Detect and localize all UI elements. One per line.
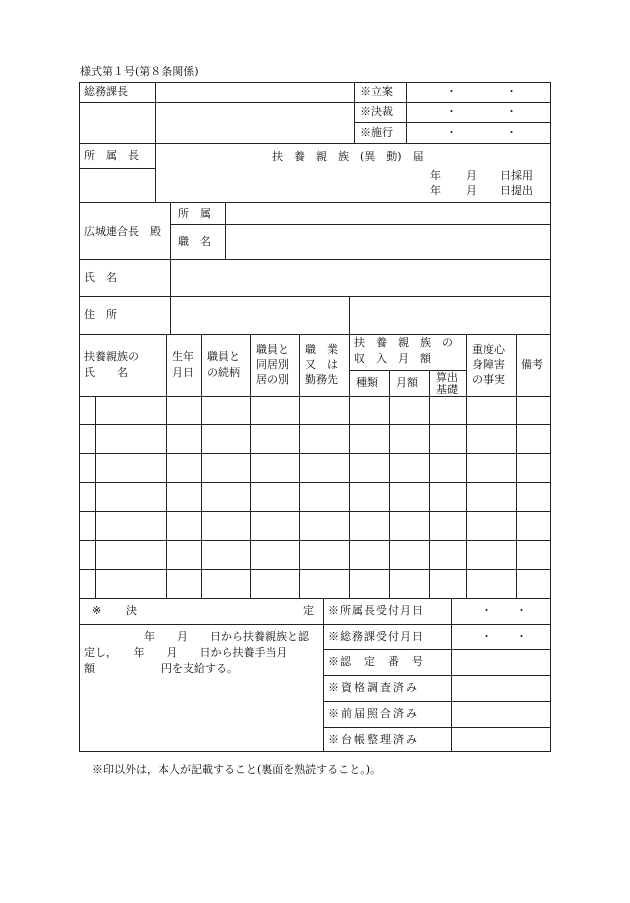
shiko-dot-1: ・ [446, 126, 457, 139]
check-somuka-uketsuke: ※総務課受付月日 [328, 630, 424, 643]
nen-label-1: 年 [430, 169, 441, 182]
shozokucho-label: 所 属 長 [84, 149, 139, 162]
shiko-dot-2: ・ [506, 126, 517, 139]
th-cohabit-1: 職員と [256, 343, 289, 356]
decision-line-2: 定し， 年 月 日から扶養手当月 [84, 646, 288, 659]
th-birth-2: 月日 [172, 366, 194, 379]
check-daicho-seiri: ※台帳整理済み [328, 733, 419, 746]
uketsuke-dot-2: ・ [516, 604, 527, 617]
table-row[interactable] [80, 397, 550, 424]
nen-label-2: 年 [430, 184, 441, 197]
table-row[interactable] [80, 425, 550, 453]
th-disability-1: 重度心 [472, 343, 505, 356]
decision-tei: 定 [303, 604, 314, 617]
th-income-amount: 月額 [396, 376, 418, 389]
th-dependent-name-2: 氏 名 [84, 366, 128, 379]
th-relation-1: 職員と [207, 350, 240, 363]
table-row[interactable] [80, 512, 550, 540]
ritsuan-label: ※立案 [360, 85, 393, 98]
kessai-dot-1: ・ [446, 105, 457, 118]
shokumei-label: 職 名 [178, 235, 211, 248]
shozoku-label: 所 属 [178, 207, 211, 220]
form-number: 様式第１号(第８条関係) [80, 65, 199, 78]
form-title: 扶 養 親 族 (異 動) 届 [272, 150, 424, 163]
kessai-dot-2: ・ [506, 105, 517, 118]
check-shozokucho-uketsuke: ※所属長受付月日 [328, 604, 424, 617]
th-job-3: 勤務先 [305, 373, 338, 386]
table-row[interactable] [80, 454, 550, 482]
kessai-label: ※決裁 [360, 105, 393, 118]
shiko-label: ※施行 [360, 126, 393, 139]
shokumei-input[interactable] [232, 236, 542, 252]
table-row[interactable] [80, 570, 550, 598]
th-income-basis-1: 算出 [436, 371, 458, 384]
th-income-basis-2: 基礎 [436, 383, 458, 396]
decision-ketsu: 決 [126, 604, 137, 617]
saiyo-label: 日採用 [500, 169, 533, 182]
th-remarks: 備考 [521, 358, 543, 371]
somu-uketsuke-dot-1: ・ [481, 630, 492, 643]
shimei-label: 氏 名 [84, 271, 117, 284]
th-dependent-name-1: 扶養親族の [84, 350, 139, 363]
somu-uketsuke-dot-2: ・ [516, 630, 527, 643]
table-row[interactable] [80, 541, 550, 569]
addressee-label: 広城連合長 殿 [84, 225, 161, 238]
check-zenkai-shogo: ※前届照合済み [328, 707, 419, 720]
shimei-input[interactable] [178, 270, 538, 288]
jusho-input[interactable] [178, 307, 343, 325]
decision-line-3: 額 円を支給する。 [84, 662, 238, 675]
check-nintei-bango: ※認 定 番 号 [328, 655, 424, 668]
jusho-label: 住 所 [84, 308, 117, 321]
ritsuan-dot-2: ・ [506, 85, 517, 98]
th-income-2: 収 入 月 額 [354, 352, 431, 365]
tsuki-label-2: 月 [466, 184, 477, 197]
th-income-1: 扶 養 親 族 の [354, 336, 453, 349]
shozoku-input[interactable] [232, 208, 542, 221]
teishutsu-label: 日提出 [500, 184, 533, 197]
th-birth-1: 生年 [172, 350, 194, 363]
uketsuke-dot-1: ・ [481, 604, 492, 617]
ritsuan-dot-1: ・ [446, 85, 457, 98]
th-job-2: 又 は [305, 358, 338, 371]
somu-kacho-label: 総務課長 [84, 85, 128, 98]
check-shikaku-chosa: ※資格調査済み [328, 681, 419, 694]
table-row[interactable] [80, 483, 550, 511]
th-job-1: 職 業 [305, 343, 338, 356]
footnote: ※印以外は，本人が記載すること(裏面を熟読すること。)。 [92, 763, 382, 776]
th-disability-2: 身障害 [472, 358, 505, 371]
th-relation-2: の続柄 [207, 366, 240, 379]
decision-line-1: 年 月 日から扶養親族と認 [144, 630, 309, 643]
th-cohabit-2: 同居別 [256, 358, 289, 371]
th-cohabit-3: 居の別 [256, 373, 289, 386]
tsuki-label-1: 月 [466, 169, 477, 182]
th-income-type: 種類 [356, 376, 378, 389]
decision-mark: ※ [92, 604, 102, 617]
th-disability-3: の事実 [472, 373, 505, 386]
